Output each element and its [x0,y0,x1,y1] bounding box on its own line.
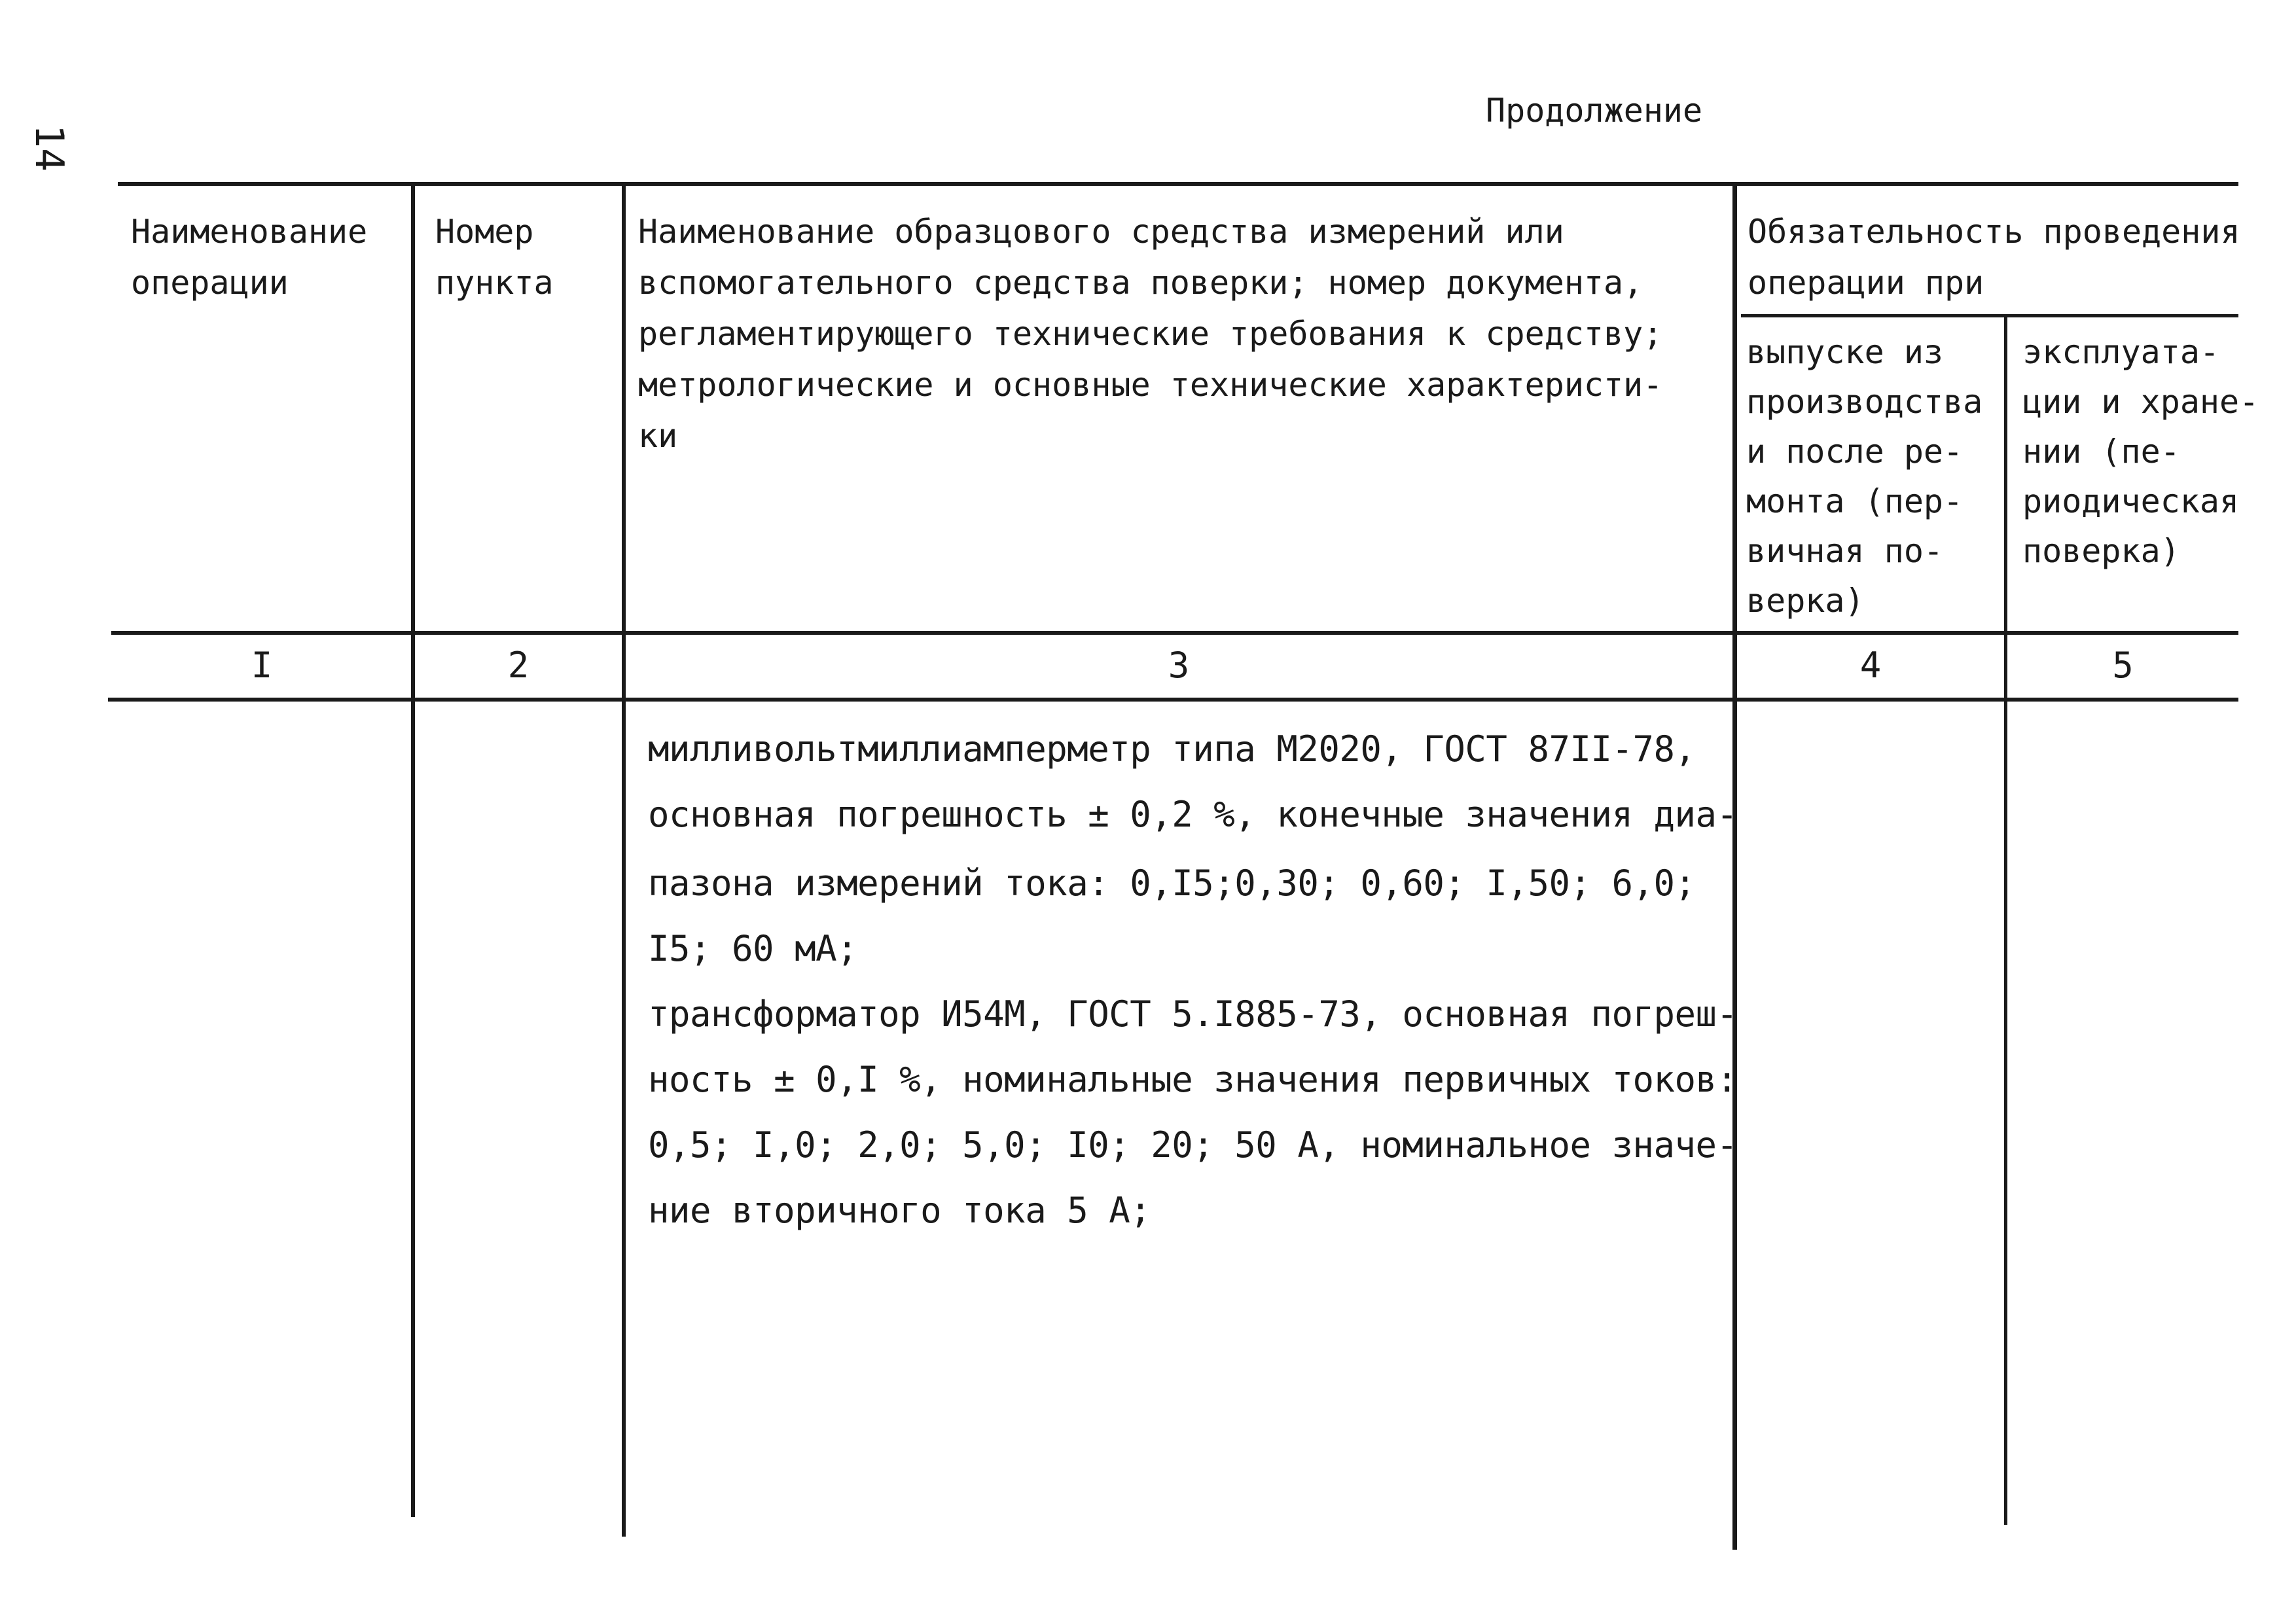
column-number-3: 3 [1168,645,1190,686]
body-line-5: трансформатор И54М, ГОСТ 5.I885-73, основная погреш- [648,993,1738,1035]
column-number-5: 5 [2112,645,2134,686]
page-number: 14 [26,124,72,172]
column-number-1: I [251,645,273,686]
header-operation-name: Наименование операции [131,213,368,302]
header-obligation-group: Обязательность проведения операции при [1748,213,2240,302]
header-periodic-verification: эксплуата- ции и хране- нии (пе- риодическая поверка) [2022,333,2259,570]
col-divider-3 [1732,182,1737,1550]
body-line-8: ние вторичного тока 5 А; [648,1190,1151,1231]
colnum-bottom-rule [108,698,2238,702]
body-line-7: 0,5; I,0; 2,0; 5,0; I0; 20; 50 А, номинальное значе- [648,1124,1738,1166]
header-primary-verification: выпуске из производства и после ре- монта (пер- вичная по- верка) [1746,333,1983,620]
continuation-label: Продолжение [1486,92,1703,130]
col-divider-4 [2004,314,2007,1525]
col-divider-1 [411,182,415,1517]
header-instrument-description: Наименование образцового средства измерений или вспомогательного средства поверки; номер документа, регламентирующего технические требования к средству; метрологические и основные технические характеристи- ки [638,213,1663,455]
body-line-6: ность ± 0,I %, номинальные значения первичных токов: [648,1059,1738,1100]
column-number-2: 2 [507,645,529,686]
body-line-3: пазона измерений тока: 0,I5;0,30; 0,60; I,50; 6,0; [648,863,1696,904]
header-item-number: Номер пункта [435,213,554,302]
header-group-rule [1741,314,2238,317]
body-line-4: I5; 60 мА; [648,928,858,969]
col-divider-2 [622,182,626,1537]
body-line-1: милливольтмиллиамперметр типа M2020, ГОСТ 87II-78, [648,728,1696,770]
body-line-2: основная погрешность ± 0,2 %, конечные значения диа- [648,794,1738,835]
header-bottom-rule [111,631,2238,635]
table-top-rule [118,182,2238,186]
column-number-4: 4 [1859,645,1882,686]
